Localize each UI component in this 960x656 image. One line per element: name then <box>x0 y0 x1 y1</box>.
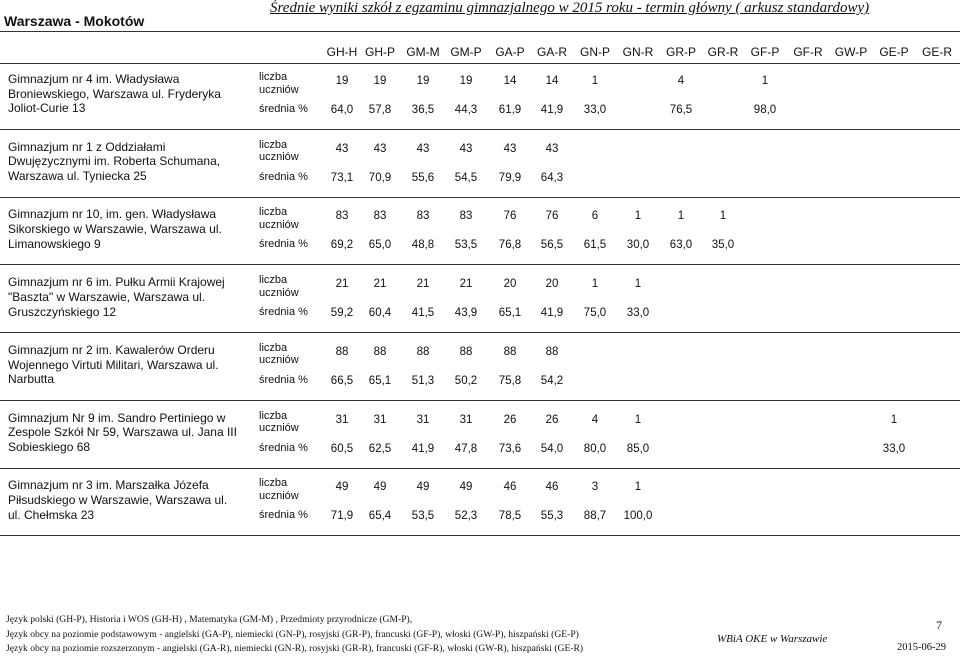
region-title: Warszawa - Mokotów <box>4 13 145 29</box>
count-label: liczba uczniów <box>259 274 299 299</box>
average-label: średnia % <box>259 103 308 115</box>
count-cell: 76 <box>545 210 559 223</box>
average-cell: 43,9 <box>454 307 478 320</box>
count-cell: 19 <box>459 75 473 87</box>
count-label: liczba uczniów <box>259 341 299 367</box>
column-header: GE-R <box>922 45 952 59</box>
count-cell: 83 <box>335 210 349 223</box>
average-cell: 65,0 <box>368 239 392 252</box>
average-cell: 55,6 <box>411 171 435 184</box>
count-cell: 21 <box>335 278 349 291</box>
footer <box>0 614 960 656</box>
count-cell: 1 <box>719 210 727 223</box>
count-cell: 88 <box>373 345 387 358</box>
row-divider <box>0 535 960 536</box>
count-cell: 1 <box>634 210 642 223</box>
count-cell: 43 <box>373 142 387 155</box>
average-cell: 41,5 <box>411 307 435 320</box>
count-cell: 21 <box>416 278 430 291</box>
count-cell: 1 <box>677 210 685 223</box>
page-number: 7 <box>936 618 942 632</box>
count-cell: 4 <box>677 75 685 87</box>
count-cell: 20 <box>503 278 517 291</box>
report-title: Średnie wyniki szkół z egzaminu gimnazjalnego w 2015 roku - termin główny ( arkusz standardowy) <box>270 0 870 16</box>
average-cell: 52,3 <box>454 510 478 523</box>
column-header: GN-P <box>580 45 610 59</box>
count-cell: 4 <box>591 413 599 426</box>
column-header: GN-R <box>622 45 654 59</box>
column-header: GA-R <box>537 45 567 59</box>
average-cell: 65,1 <box>368 374 392 387</box>
average-cell: 51,3 <box>411 374 435 387</box>
row-divider <box>0 468 960 469</box>
average-cell: 60,4 <box>368 307 392 320</box>
count-cell: 1 <box>634 278 642 291</box>
column-header: GF-P <box>750 45 780 59</box>
average-cell: 65,1 <box>498 307 522 320</box>
average-cell: 54,2 <box>540 374 564 387</box>
average-cell: 30,0 <box>626 239 650 252</box>
count-cell: 88 <box>416 345 430 358</box>
count-label: liczba uczniów <box>259 71 299 96</box>
average-cell: 66,5 <box>330 374 354 387</box>
average-cell: 54,5 <box>454 171 478 184</box>
school-name: Gimnazjum nr 4 im. Władysława Broniewskiego, Warszawa ul. Fryderyka Joliot-Curie 13 <box>8 72 221 116</box>
average-cell: 73,6 <box>498 442 522 455</box>
count-cell: 83 <box>373 210 387 223</box>
average-cell: 100,0 <box>623 510 653 523</box>
count-cell: 19 <box>416 75 430 87</box>
count-cell: 1 <box>890 413 898 426</box>
count-label: liczba uczniów <box>259 409 299 434</box>
report-date: 2015-06-29 <box>897 642 946 653</box>
average-cell: 65,4 <box>368 510 392 523</box>
average-cell: 78,5 <box>498 510 522 523</box>
count-cell: 14 <box>503 75 517 87</box>
average-cell: 63,0 <box>669 239 693 252</box>
school-name: Gimnazjum nr 6 im. Pułku Armii Krajowej "Baszta" w Warszawie, Warszawa ul. Gruszczyńskiego 12 <box>8 275 225 319</box>
column-header: GA-P <box>495 45 525 59</box>
count-cell: 49 <box>335 481 349 494</box>
count-cell: 3 <box>591 481 599 494</box>
legend-line: Język obcy na poziomie rozszerzonym - angielski (GA-R), niemiecki (GN-R), rosyjski (GR-R), francuski (GF-R), włoski (GW-R), hiszpański (GE-R) <box>6 643 584 654</box>
average-cell: 75,8 <box>498 374 522 387</box>
average-cell: 57,8 <box>368 104 392 116</box>
count-cell: 49 <box>373 481 387 494</box>
count-cell: 1 <box>634 481 642 494</box>
school-row <box>0 199 960 265</box>
count-cell: 83 <box>459 210 473 223</box>
count-cell: 31 <box>373 413 387 426</box>
average-label: średnia % <box>259 373 308 386</box>
count-cell: 1 <box>634 413 642 426</box>
average-cell: 98,0 <box>753 104 777 116</box>
school-row <box>0 267 960 333</box>
average-cell: 76,8 <box>498 239 522 252</box>
column-header: GR-P <box>666 45 696 59</box>
average-cell: 64,3 <box>540 171 564 184</box>
school-name: Gimnazjum nr 3 im. Marszałka Józefa Piłsudskiego w Warszawie, Warszawa ul. ul. Chełmska 23 <box>8 478 228 522</box>
column-header-row <box>0 45 960 61</box>
average-cell: 79,9 <box>498 171 522 184</box>
average-cell: 85,0 <box>626 442 650 455</box>
count-cell: 31 <box>335 413 349 426</box>
average-cell: 64,0 <box>330 104 354 116</box>
count-cell: 43 <box>545 142 559 155</box>
column-header: GH-P <box>365 45 395 59</box>
count-cell: 31 <box>416 413 430 426</box>
count-cell: 26 <box>503 413 517 426</box>
average-cell: 55,3 <box>540 510 564 523</box>
average-cell: 35,0 <box>711 239 735 252</box>
column-header: GH-H <box>326 45 358 59</box>
average-cell: 53,5 <box>454 239 478 252</box>
row-divider <box>0 332 960 333</box>
count-cell: 21 <box>373 278 387 291</box>
count-cell: 43 <box>503 142 517 155</box>
count-cell: 19 <box>335 75 349 87</box>
count-cell: 1 <box>591 278 599 291</box>
average-cell: 75,0 <box>583 307 607 320</box>
column-header: GF-R <box>793 45 823 59</box>
average-label: średnia % <box>259 306 308 319</box>
average-cell: 41,9 <box>411 442 435 455</box>
average-label: średnia % <box>259 441 308 454</box>
column-header: GW-P <box>834 45 868 59</box>
school-row <box>0 470 960 536</box>
average-cell: 48,8 <box>411 239 435 252</box>
school-row <box>0 403 960 469</box>
row-divider <box>0 197 960 198</box>
average-cell: 53,5 <box>411 510 435 523</box>
school-name: Gimnazjum nr 10, im. gen. Władysława Sikorskiego w Warszawie, Warszawa ul. Limanowskiego 9 <box>8 207 222 251</box>
school-row <box>0 132 960 198</box>
average-cell: 73,1 <box>330 171 354 184</box>
row-divider <box>0 129 960 130</box>
count-cell: 76 <box>503 210 517 223</box>
average-cell: 61,9 <box>498 104 522 116</box>
count-label: liczba uczniów <box>259 138 299 164</box>
school-name: Gimnazjum nr 2 im. Kawalerów Orderu Wojennego Virtuti Militari, Warszawa ul. Narbutta <box>8 342 219 387</box>
count-cell: 14 <box>545 75 559 87</box>
average-cell: 71,9 <box>330 510 354 523</box>
count-cell: 1 <box>591 75 599 87</box>
count-cell: 83 <box>416 210 430 223</box>
count-cell: 88 <box>503 345 517 358</box>
count-cell: 20 <box>545 278 559 291</box>
count-cell: 49 <box>459 481 473 494</box>
count-cell: 46 <box>503 481 517 494</box>
average-cell: 54,0 <box>540 442 564 455</box>
title-divider <box>0 31 960 32</box>
average-cell: 41,9 <box>540 307 564 320</box>
average-cell: 56,5 <box>540 239 564 252</box>
average-cell: 50,2 <box>454 374 478 387</box>
average-cell: 69,2 <box>330 239 354 252</box>
count-cell: 88 <box>545 345 559 358</box>
school-row <box>0 335 960 401</box>
count-cell: 6 <box>591 210 599 223</box>
count-label: liczba uczniów <box>259 206 299 231</box>
count-cell: 49 <box>416 481 430 494</box>
average-cell: 62,5 <box>368 442 392 455</box>
average-cell: 60,5 <box>330 442 354 455</box>
average-cell: 44,3 <box>454 104 478 116</box>
average-cell: 33,0 <box>583 104 607 116</box>
average-cell: 61,5 <box>583 239 607 252</box>
column-header: GR-R <box>707 45 739 59</box>
average-cell: 80,0 <box>583 442 607 455</box>
row-divider <box>0 400 960 401</box>
count-cell: 46 <box>545 481 559 494</box>
count-cell: 43 <box>335 142 349 155</box>
count-cell: 43 <box>416 142 430 155</box>
average-label: średnia % <box>259 509 308 522</box>
column-header: GE-P <box>879 45 909 59</box>
count-cell: 88 <box>335 345 349 358</box>
count-cell: 43 <box>459 142 473 155</box>
count-cell: 88 <box>459 345 473 358</box>
average-cell: 59,2 <box>330 307 354 320</box>
average-label: średnia % <box>259 238 308 251</box>
agency-name: WBiA OKE w Warszawie <box>717 633 828 645</box>
legend-line: Język obcy na poziomie podstawowym - angielski (GA-P), niemiecki (GN-P), rosyjski (GR-P), francuski (GF-P), włoski (GW-P), hiszpański (GE-P) <box>6 629 579 640</box>
average-cell: 36,5 <box>411 104 435 116</box>
average-cell: 41,9 <box>540 104 564 116</box>
average-cell: 47,8 <box>454 442 478 455</box>
average-cell: 33,0 <box>626 307 650 320</box>
legend-line: Język polski (GH-P), Historia i WOS (GH-H) , Matematyka (GM-M) , Przedmioty przyrodnicze (GM-P), <box>6 614 413 625</box>
count-cell: 19 <box>373 75 387 87</box>
school-name: Gimnazjum nr 1 z Oddziałami Dwujęzycznymi im. Roberta Schumana, Warszawa ul. Tyniecka 25 <box>8 139 221 184</box>
count-cell: 21 <box>459 278 473 291</box>
average-cell: 33,0 <box>882 442 906 455</box>
average-label: średnia % <box>259 170 308 183</box>
row-divider <box>0 264 960 265</box>
column-header: GM-M <box>406 45 440 59</box>
school-row <box>0 64 960 130</box>
count-cell: 1 <box>761 75 769 87</box>
column-header: GM-P <box>450 45 482 59</box>
count-cell: 26 <box>545 413 559 426</box>
count-cell: 31 <box>459 413 473 426</box>
average-cell: 76,5 <box>669 104 693 116</box>
school-name: Gimnazjum Nr 9 im. Sandro Pertiniego w Zespole Szkół Nr 59, Warszawa ul. Jana III Sobieskiego 68 <box>8 410 237 454</box>
average-cell: 70,9 <box>368 171 392 184</box>
average-cell: 88,7 <box>583 510 607 523</box>
count-label: liczba uczniów <box>259 477 299 502</box>
